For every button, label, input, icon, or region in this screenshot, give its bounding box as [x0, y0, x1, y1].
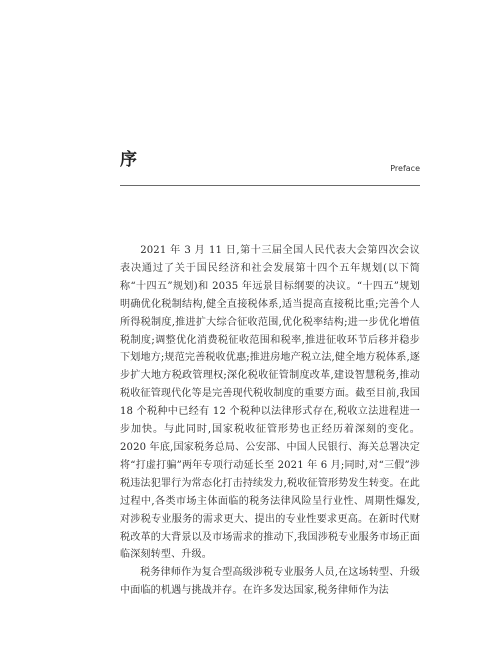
chapter-title: 序	[120, 150, 137, 170]
paragraph: 税务律师作为复合型高级涉税专业服务人员,在这场转型、升级中面临的机遇与挑战并存。在许多发达国家,税务律师作为法	[120, 567, 420, 597]
chapter-subtitle: Preface	[390, 164, 420, 173]
header-divider	[120, 185, 420, 186]
body-text	[120, 242, 420, 600]
paragraph: 2021 年 3 月 11 日,第十三届全国人民代表大会第四次会议表决通过了关于国民经济和社会发展第十四个五年规划(以下简称“十四五”规划)和 2035 年远景目标纲要的决议。“十四五”规划明确优化税制结构,健全直接税体系,适当提高直接税比重;完善个人所得税制度,推进扩大综合征收范围,优化税率结构;进一步优化增值税制度;调整优化消费税征收范围和税率,推进征收环节后移并稳步下划地方;规范完善税收优惠;推进房地产税立法,健全地方税体系,逐步扩大地方税政管理权;深化税收征管制度改革,建设智慧税务,推动税收征管现代化等是完善现代税收制度的重要方面。截至目前,我国 18 个税种中已经有 12 个税种以法律形式存在,税收立法进程进一步加快。与此同时,国家税收征管形势也正经历着深刻的变化。2020 年底,国家税务总局、公安部、中国人民银行、海关总署决定将“打虚打骗”两年专项行动延长至 2021 年 6 月;同时,对“三假”涉税违法犯罪行为常态化打击持续发力,税收征管形势发生转变。在此过程中,各类市场主体面临的税务法律风险呈行业性、周期性爆发,对涉税专业服务的需求更大、提出的专业性要求更高。在新时代财税改革的大背景以及市场需求的推动下,我国涉税专业服务市场正面临深刻转型、升级。	[120, 245, 420, 561]
chapter-header	[120, 150, 420, 186]
